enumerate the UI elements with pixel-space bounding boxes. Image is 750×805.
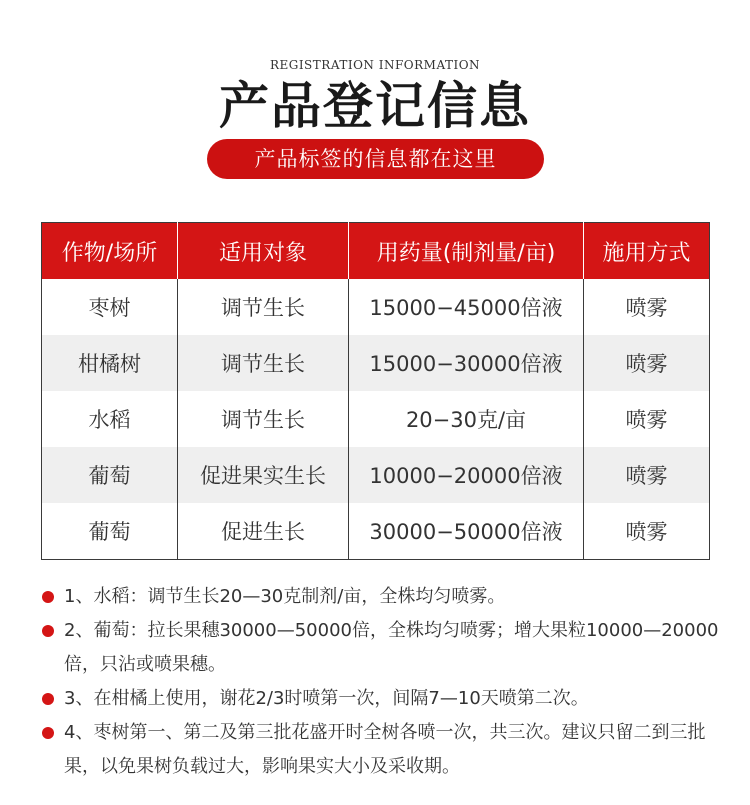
- cell-crop: 柑橘树: [42, 335, 178, 391]
- note-item: [38, 716, 728, 784]
- table-row: [42, 447, 710, 503]
- cell-method: 喷雾: [584, 447, 710, 503]
- table-row: [42, 335, 710, 391]
- cell-crop: 水稻: [42, 391, 178, 447]
- cell-target: 促进果实生长: [178, 447, 349, 503]
- cell-target: 调节生长: [178, 279, 349, 335]
- cell-target: 调节生长: [178, 335, 349, 391]
- header-crop: 作物/场所: [42, 223, 178, 280]
- cell-dosage: 20−30克/亩: [349, 391, 584, 447]
- cell-method: 喷雾: [584, 335, 710, 391]
- registration-label: REGISTRATION INFORMATION: [269, 58, 481, 72]
- table-row: [42, 391, 710, 447]
- note-text: 1、水稻：调节生长20—30克制剂/亩，全株均匀喷雾。: [64, 586, 506, 607]
- header-target: 适用对象: [178, 223, 349, 280]
- cell-dosage: 15000−30000倍液: [349, 335, 584, 391]
- table-row: [42, 279, 710, 335]
- bullet-dot-icon: [42, 625, 54, 637]
- bullet-dot-icon: [42, 591, 54, 603]
- registration-table: [41, 222, 709, 560]
- cell-crop: 葡萄: [42, 503, 178, 560]
- cell-method: 喷雾: [625, 296, 668, 320]
- note-item: [38, 614, 728, 682]
- cell-crop: 枣树: [42, 279, 178, 335]
- cell-dosage: 15000−45000倍液: [349, 279, 584, 335]
- table-header-row: [42, 223, 710, 280]
- cell-method: 喷雾: [625, 408, 668, 432]
- cell-dosage: 10000−20000倍液: [349, 447, 584, 503]
- cell-dosage: 30000−50000倍液: [349, 503, 584, 560]
- cell-method: 喷雾: [625, 520, 668, 544]
- header-dosage: 用药量(制剂量/亩): [349, 223, 584, 280]
- note-text: 2、葡萄：拉长果穗30000—50000倍，全株均匀喷雾；增大果粒10000—20000倍，只沾或喷果穗。: [64, 620, 719, 675]
- note-item: [38, 580, 728, 614]
- bullet-dot-icon: [42, 693, 54, 705]
- cell-target: 调节生长: [178, 391, 349, 447]
- usage-notes: [38, 580, 728, 784]
- cell-crop: 葡萄: [42, 447, 178, 503]
- bullet-dot-icon: [42, 727, 54, 739]
- note-text: 3、在柑橘上使用，谢花2/3时喷第一次，间隔7—10天喷第二次。: [64, 688, 589, 709]
- page-title: 产品登记信息: [219, 76, 531, 135]
- note-text: 4、枣树第一、第二及第三批花盛开时全树各喷一次，共三次。建议只留二到三批果，以免果树负载过大，影响果实大小及采收期。: [64, 722, 706, 777]
- header-method: 施用方式: [584, 223, 710, 280]
- note-item: [38, 682, 728, 716]
- cell-target: 促进生长: [178, 503, 349, 560]
- table-row: [42, 503, 710, 560]
- subtitle-banner: 产品标签的信息都在这里: [207, 139, 544, 179]
